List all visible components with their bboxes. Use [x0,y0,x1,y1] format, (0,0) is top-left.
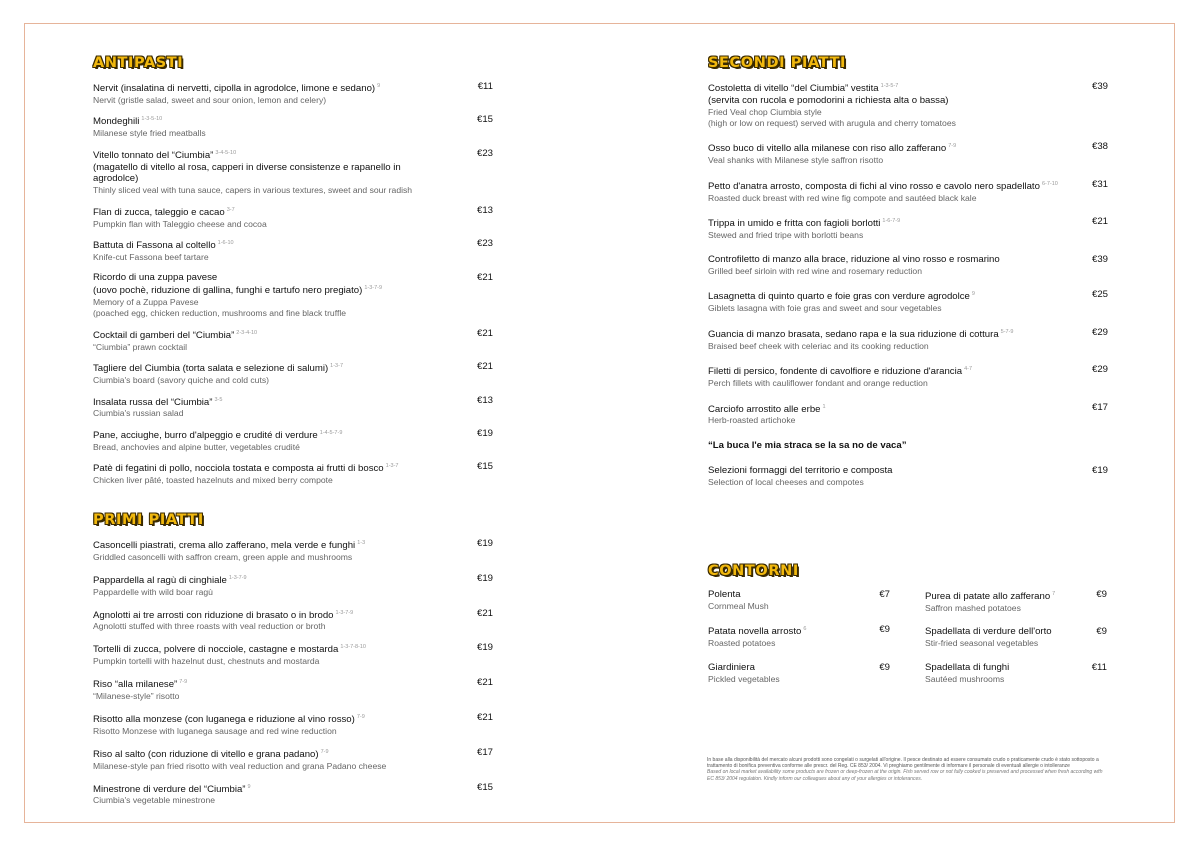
allergen-codes: 1-3-7-9 [364,285,383,292]
allergen-codes: 6-7-10 [1041,180,1058,187]
item-price: €29 [1091,326,1108,338]
item-name [708,179,1058,193]
allergen-codes: 7-9 [179,679,188,686]
item-translation: Roasted duck breast with red wine fig compote and sautéed black kale [708,192,977,203]
item-translation: Pickled vegetables [708,673,780,684]
item-name-text: Insalata russa del “Ciumbia” [93,396,213,408]
allergen-codes: 7-9 [948,143,957,150]
item-price: €15 [476,781,493,793]
item-name-text: Riso al salto (con riduzione di vitello e grana padano) [93,748,319,760]
allergen-codes: 9 [971,291,975,298]
item-translation: Ciumbia's russian salad [93,408,184,419]
menu-item [708,624,890,649]
menu-item [93,573,493,598]
item-name [93,238,443,252]
item-translation: Perch fillets with cauliflower fondant and orange reduction [708,377,928,388]
item-price: €15 [476,461,493,473]
cheese-name: Selezioni formaggi del territorio e composta [708,465,893,477]
menu-item [708,402,1108,427]
menu-item [93,205,493,230]
item-price: €21 [476,677,493,689]
item-name [708,364,1058,378]
footnote-italian: In base alla disponibilità del mercato alcuni prodotti sono congelati o surgelati all'origine. Il pesce destinato ad essere consumato crudo o praticamente crudo è stato sottoposto a trattamento di bonifica preventiva conforme alle prescr. del Reg. CE 853/ 2004. Vi preghiamo gentilmente di informare il personale di eventuali allergie o intolleranze [707,757,1099,770]
menu-item [93,747,493,772]
allergen-codes: 1-6-10 [217,240,234,247]
item-price: €9 [879,624,890,636]
item-name [93,272,443,284]
secondi-items [708,81,1108,426]
antipasti-title: ANTIPASTI [93,55,184,71]
item-name-text: Spadellata di verdure dell'orto [925,626,1052,638]
item-name-text: Casoncelli piastrati, crema allo zafferano, mela verde e funghi [93,540,356,551]
item-price: €31 [1091,178,1108,190]
cheese-price: €19 [1091,465,1108,477]
menu-item [93,608,493,633]
item-price: €19 [476,538,493,549]
item-name [93,461,443,475]
item-price: €17 [476,746,493,758]
item-price: €25 [1091,289,1108,301]
item-translation: Milanese-style pan fried risotto with veal reduction and grana Padano cheese [93,760,387,771]
item-translation: Pumpkin flan with Taleggio cheese and cocoa [93,218,267,229]
item-name [93,747,443,761]
item-name [708,254,1058,266]
menu-item [93,361,493,386]
allergen-codes: 7-9 [356,713,365,720]
item-name-text: Trippa in umido e fritta con fagioli borlotti [708,218,881,230]
primi-items [93,538,493,806]
item-price: €11 [1091,661,1107,673]
menu-item [93,148,493,196]
contorni-section [708,563,1108,699]
item-translation: Ciumbia's board (savory quiche and cold cuts) [93,374,269,385]
menu-item [708,141,1108,166]
menu-item [93,238,493,263]
item-name [93,395,443,409]
item-price: €19 [476,427,493,439]
menu-item [708,364,1108,389]
menu-item [708,81,1108,129]
item-price: €29 [1091,364,1108,376]
item-name-text: Spadellata di funghi [925,661,1010,673]
secondi-section [708,55,1108,488]
item-name [708,402,1058,416]
item-name [925,626,1057,638]
item-name-detail [93,283,443,297]
menu-item [93,677,493,702]
item-name-text: Vitello tonnato del “Ciumbia” [93,149,214,161]
menu-item [708,662,890,685]
item-name-text: Giardiniera [708,661,755,673]
item-name [708,216,1058,230]
item-name-text: Battuta di Fassona al coltello [93,240,216,252]
item-translation: Saffron mashed potatoes [925,602,1021,613]
allergen-codes: 9 [377,83,381,89]
item-translation: Pumpkin tortelli with hazelnut dust, chestnuts and mostarda [93,656,320,667]
contorni-title: CONTORNI [708,563,799,579]
item-name-text: Ricordo di una zuppa pavese [93,271,218,283]
item-translation: Cornmeal Mush [708,600,769,611]
item-translation: Stir-fried seasonal vegetables [925,638,1039,649]
item-name-text: Controfiletto di manzo alla brace, riduzione al vino rosso e rosmarino [708,253,1000,265]
allergen-codes: 3-7 [226,206,235,213]
primi-title: PRIMI PIATTI [93,512,204,528]
item-price: €23 [476,147,493,159]
item-price: €15 [476,114,493,126]
allergen-codes: 5-7-9 [1000,328,1014,335]
item-translation: Nervit (gristle salad, sweet and sour onion, lemon and celery) [93,94,327,105]
item-name [708,624,840,638]
item-name [925,589,1057,603]
item-name [708,289,1058,303]
menu-item [708,289,1108,314]
allergen-codes: 1-3-5-7 [880,83,899,89]
item-name [93,538,443,552]
menu-item [93,395,493,420]
item-translation: Roasted potatoes [708,638,776,649]
item-name-detail-text: (magatello di vitello al rosa, capperi in diverse consistenze e rapanello in agrodolce) [93,161,401,185]
item-price: €19 [476,642,493,654]
allergen-codes: 1-3-7-9 [228,574,247,581]
item-name-text: Minestrone di verdure del “Ciumbia” [93,783,246,795]
item-name [93,608,443,622]
item-name-text: Polenta [708,589,741,600]
item-translation: Risotto Monzese with luganega sausage and red wine reduction [93,725,337,736]
item-translation: Chicken liver pâté, toasted hazelnuts and mixed berry compote [93,475,333,486]
item-price: €9 [1096,589,1107,600]
item-translation: “Milanese-style” risotto [93,690,180,701]
menu-item [708,327,1108,352]
item-name [925,662,1057,674]
item-name-text: Filetti di persico, fondente di cavolfiore e riduzione d'arancia [708,366,963,378]
item-price: €17 [1091,401,1108,413]
menu-item [93,538,493,563]
primi-section [93,512,493,806]
item-price: €13 [476,204,493,216]
item-name [93,573,443,587]
item-price: €21 [476,361,493,373]
item-name [93,114,443,128]
item-name-text: Petto d'anatra arrosto, composta di fichi al vino rosso e cavolo nero spadellato [708,180,1040,192]
item-name [93,328,443,342]
allergen-codes: 7-9 [320,748,329,755]
menu-item [93,328,493,353]
item-name [93,428,443,442]
item-name-text: Costoletta di vitello “del Ciumbia” vestita [708,83,879,94]
item-price: €21 [476,607,493,619]
allergen-codes: 1-3-7 [385,463,399,470]
item-name [93,205,443,219]
item-translation: Thinly sliced veal with tuna sauce, capers in various textures, sweet and sour radish [93,185,413,196]
footnote-english: Based on local market availability some products are frozen or deep-frozen at the origin. Fish served row or not fully cooked is preserved and processed when fresh according with EC 853/ 2004 regulation. Kindly inform our colleagues about any of your allergies or intolerances. [707,769,1103,782]
allergen-codes: 3-5 [214,396,223,403]
footnote [707,757,1107,782]
item-name-text: Mondeghili [93,116,140,128]
item-name-text: Pappardella al ragù di cinghiale [93,574,227,586]
item-name [708,81,1058,95]
item-name-text: Lasagnetta di quinto quarto e foie gras con verdure agrodolce [708,291,970,303]
menu-item [925,589,1107,614]
item-price: €9 [879,661,890,673]
item-name-detail-text: (servita con rucola e pomodorini a richiesta alta o bassa) [708,94,949,106]
item-name-text: Cocktail di gamberi del “Ciumbia” [93,329,235,341]
item-price: €11 [477,81,493,92]
item-translation: Veal shanks with Milanese style saffron risotto [708,155,884,166]
item-translation: “Ciumbia” prawn cocktail [93,341,188,352]
item-name-text: Flan di zucca, taleggio e cacao [93,206,225,218]
allergen-codes: 1-3 [357,540,366,546]
menu-item [708,179,1108,204]
item-name-text: Carciofo arrostito alle erbe [708,403,821,415]
item-translation: Stewed and fried tripe with borlotti beans [708,230,864,241]
item-price: €21 [476,711,493,723]
contorni-grid [708,589,1108,699]
item-name [93,148,443,162]
item-translation: Herb-roasted artichoke [708,415,796,426]
item-name-text: Purea di patate allo zafferano [925,591,1051,602]
allergen-codes: 1-3-7 [330,363,344,370]
allergen-codes: 1 [822,403,826,410]
menu-item [93,642,493,667]
item-translation: Braised beef cheek with celeriac and its cooking reduction [708,340,929,351]
item-name-detail-text: (uovo pochè, riduzione di gallina, funghi e tartufo nero pregiato) [93,285,363,297]
menu-item [708,216,1108,241]
item-name [708,662,840,674]
item-name [708,589,840,601]
item-translation: Knife-cut Fassona beef tartare [93,251,209,262]
menu-quote: “La buca l'e mia straca se la sa no de vaca” [708,440,907,452]
item-name [708,141,1058,155]
item-translation: Fried Veal chop Ciumbia style [708,106,822,117]
allergen-codes: 1-3-5-10 [141,116,163,123]
allergen-codes: 1-4-5-7-9 [319,429,343,436]
item-name [93,677,443,691]
menu-item [708,254,1108,277]
item-name-text: Risotto alla monzese (con luganega e riduzione al vino rosso) [93,713,355,725]
menu-item [708,589,890,612]
item-translation: Milanese style fried meatballs [93,128,206,139]
item-translation: Sautéed mushrooms [925,673,1005,684]
item-price: €21 [476,327,493,339]
menu-item [93,782,493,807]
item-price: €19 [476,572,493,584]
item-name [93,81,443,95]
allergen-codes: 4-7 [964,366,973,373]
item-translation: Pappardelle with wild boar ragù [93,586,213,597]
item-name [93,361,443,375]
menu-item [93,272,493,320]
item-name [93,642,443,656]
allergen-codes: 3-4-5-10 [215,149,237,156]
allergen-codes: 9 [247,783,251,790]
menu-item [925,626,1107,649]
item-name-text: Patè di fegatini di pollo, nocciola tostata e composta ai frutti di bosco [93,463,384,475]
contorni-right-column [925,589,1107,685]
antipasti-section [93,55,493,486]
item-translation: Ciumbia's vegetable minestrone [93,795,216,806]
item-price: €9 [1096,626,1107,638]
item-price: €13 [476,394,493,406]
item-price: €38 [1091,141,1108,153]
allergen-codes: 2-3-4-10 [236,329,258,336]
item-price: €39 [1091,81,1108,92]
menu-item [93,81,493,106]
item-price: €21 [1091,216,1108,228]
item-name-text: Osso buco di vitello alla milanese con riso allo zafferano [708,143,947,155]
item-name-text: Tortelli di zucca, polvere di nocciole, castagne e mostarda [93,644,339,656]
item-price: €21 [476,271,493,283]
allergen-codes: 1-6-7-9 [882,218,901,225]
item-translation: Memory of a Zuppa Pavese [93,297,199,308]
antipasti-items [93,81,493,486]
item-name-text: Pane, acciughe, burro d'alpeggio e crudité di verdure [93,429,318,441]
item-name-text: Guancia di manzo brasata, sedano rapa e la sua riduzione di cottura [708,328,999,340]
item-translation: Agnolotti stuffed with three roasts with veal reduction or broth [93,621,326,632]
contorni-left-column [708,589,890,685]
item-name [708,327,1058,341]
item-name-detail [708,95,1058,107]
allergen-codes: 1-3-7-8-10 [340,644,366,651]
secondi-title: SECONDI PIATTI [708,55,846,71]
item-name [93,782,443,796]
item-price: €7 [879,589,890,600]
item-translation: Grilled beef sirloin with red wine and rosemary reduction [708,265,922,276]
cheese-item [708,465,1108,488]
menu-item [93,114,493,139]
menu-item [93,712,493,737]
item-name-text: Agnolotti ai tre arrosti con riduzione di brasato o in brodo [93,609,334,621]
item-name [93,712,443,726]
cheese-desc: Selection of local cheeses and compotes [708,477,864,488]
item-price: €23 [476,238,493,250]
item-name-detail [93,162,443,186]
menu-item [925,662,1107,685]
allergen-codes: 7 [1052,591,1056,597]
menu-item [93,461,493,486]
allergen-codes: 1-3-7-9 [335,609,354,616]
item-name-text: Nervit (insalatina di nervetti, cipolla in agrodolce, limone e sedano) [93,83,376,94]
item-name-text: Riso “alla milanese” [93,679,178,691]
item-translation-detail: (poached egg, chicken reduction, mushrooms and fine black truffle [93,308,347,319]
item-translation: Giblets lasagna with foie gras and sweet and sour vegetables [708,303,942,314]
item-translation: Bread, anchovies and alpine butter, vegetables crudité [93,441,300,452]
item-translation: Griddled casoncelli with saffron cream, green apple and mushrooms [93,551,353,562]
menu-item [93,428,493,453]
item-price: €39 [1091,253,1108,265]
item-name-text: Patata novella arrosto [708,626,802,638]
allergen-codes: 6 [803,626,807,633]
item-name-text: Tagliere del Ciumbia (torta salata e selezione di salumi) [93,363,329,375]
item-translation-detail: (high or low on request) served with arugula and cherry tomatoes [708,117,956,128]
